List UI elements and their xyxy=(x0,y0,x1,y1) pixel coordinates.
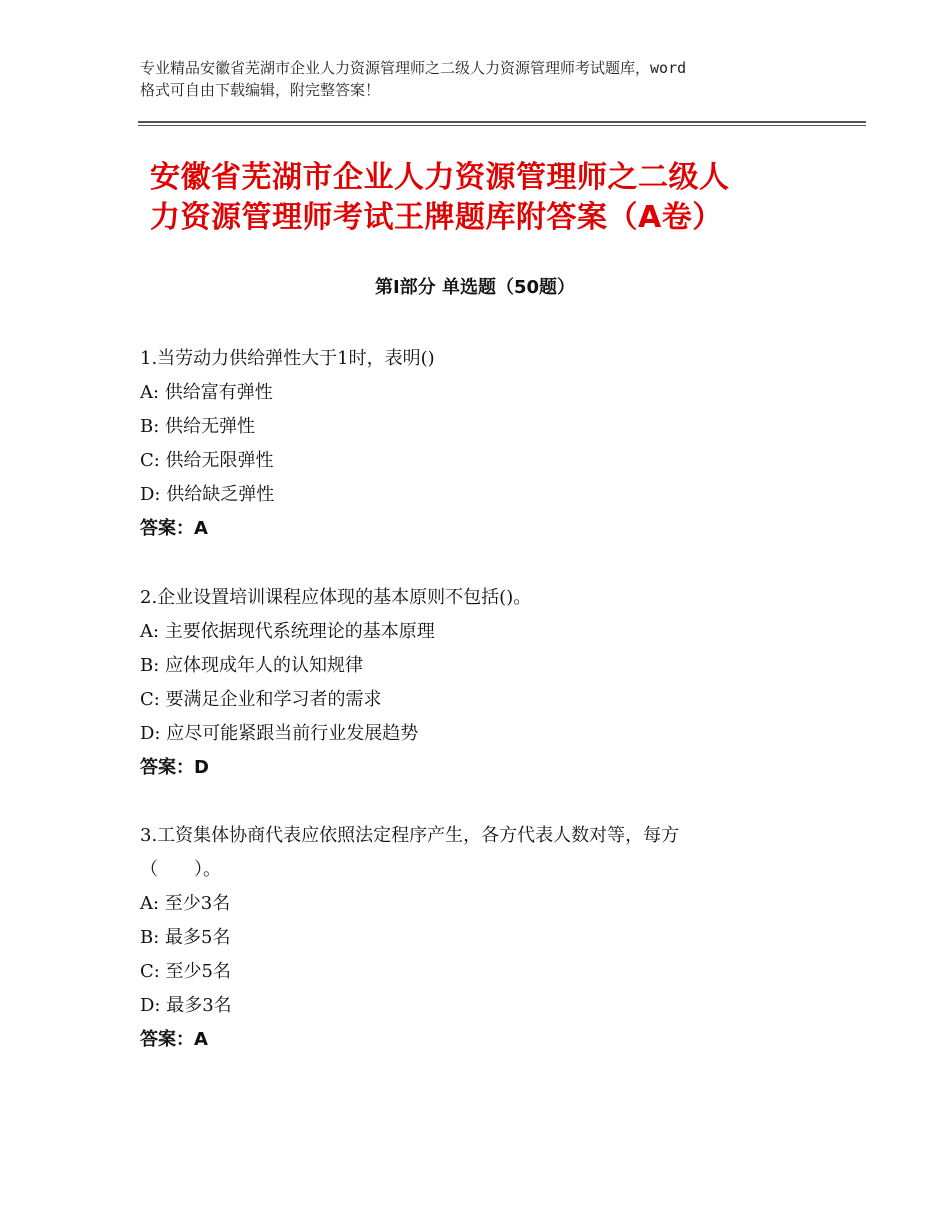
header-note-line-1: 专业精品安徽省芜湖市企业人力资源管理师之二级人力资源管理师考试题库，word xyxy=(140,59,687,77)
option-c: C: 供给无限弹性 xyxy=(140,450,274,471)
option-a: A: 主要依据现代系统理论的基本原理 xyxy=(140,621,435,642)
answer: 答案：D xyxy=(140,757,209,778)
question-stem: 1.当劳动力供给弹性大于1时，表明() xyxy=(140,348,435,369)
answer: 答案：A xyxy=(140,1029,208,1050)
option-d: D: 最多3名 xyxy=(140,995,232,1016)
option-d: D: 应尽可能紧跟当前行业发展趋势 xyxy=(140,723,419,744)
header-note-line-2: 格式可自由下载编辑，附完整答案！ xyxy=(140,81,381,99)
question-1 xyxy=(140,342,830,546)
option-c: C: 要满足企业和学习者的需求 xyxy=(140,689,382,710)
document-title xyxy=(150,158,830,238)
option-c: C: 至少5名 xyxy=(140,961,232,982)
option-a: A: 供给富有弹性 xyxy=(140,382,273,403)
question-stem-continued: （ ）。 xyxy=(140,859,221,880)
section-heading: 第Ⅰ部分 单选题（50题） xyxy=(374,277,575,298)
header-rule-thick xyxy=(138,121,866,123)
option-d: D: 供给缺乏弹性 xyxy=(140,484,275,505)
question-2 xyxy=(140,581,830,785)
option-b: B: 应体现成年人的认知规律 xyxy=(140,655,364,676)
option-a: A: 至少3名 xyxy=(140,893,231,914)
option-b: B: 最多5名 xyxy=(140,927,231,948)
question-3 xyxy=(140,819,830,1057)
answer: 答案：A xyxy=(140,518,208,539)
header-note xyxy=(140,57,830,101)
question-stem: 2.企业设置培训课程应体现的基本原则不包括()。 xyxy=(140,587,532,608)
document-title-line-1: 安徽省芜湖市企业人力资源管理师之二级人 xyxy=(150,160,730,195)
document-title-line-2: 力资源管理师考试王牌题库附答案（A卷） xyxy=(150,200,723,235)
question-stem: 3.工资集体协商代表应依照法定程序产生，各方代表人数对等，每方 xyxy=(140,825,680,846)
header-rule-thin xyxy=(138,125,866,126)
option-b: B: 供给无弹性 xyxy=(140,416,256,437)
